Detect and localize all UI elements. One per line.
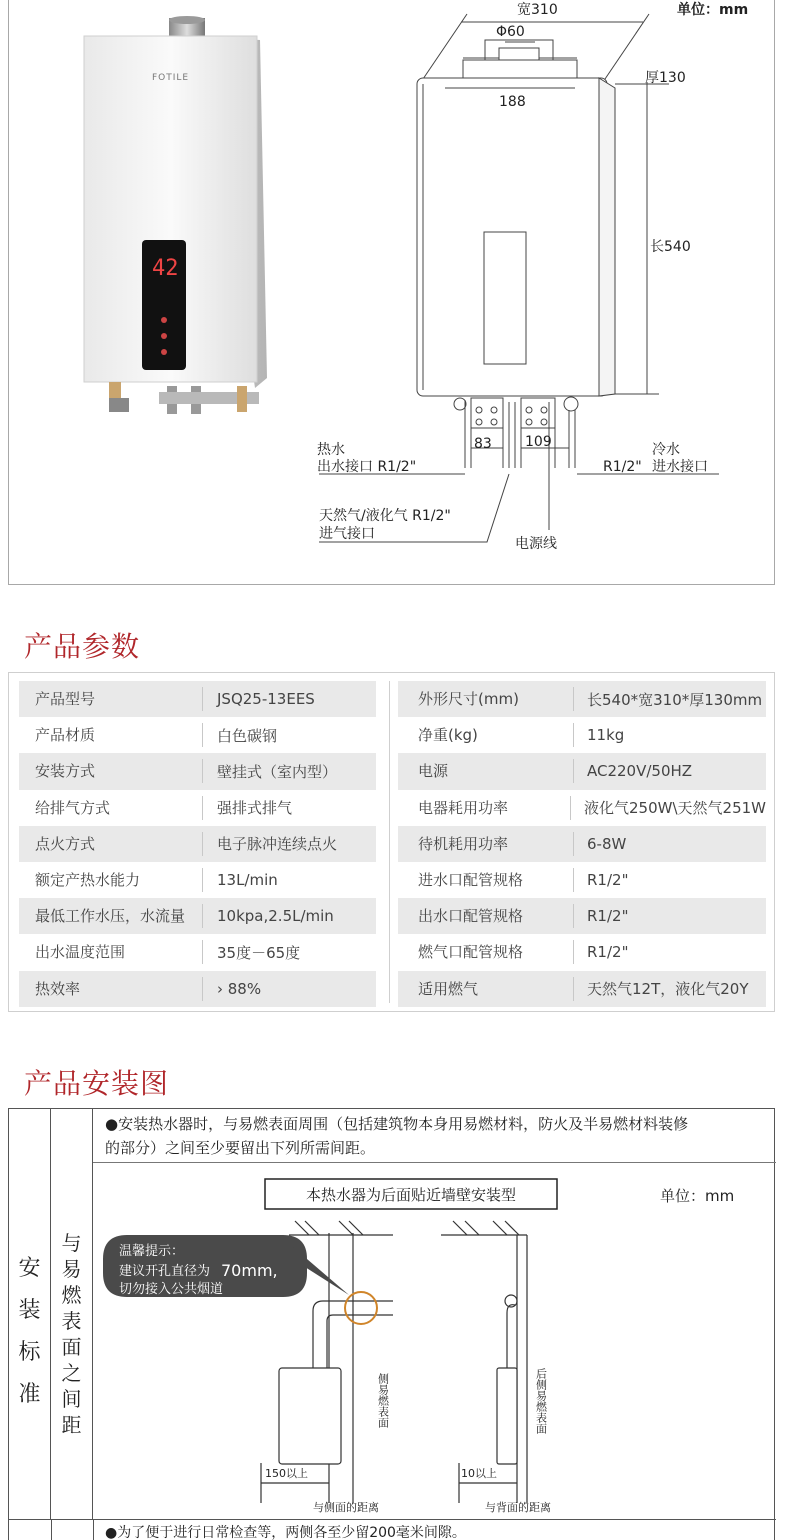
col1-char: 标 — [18, 1340, 41, 1365]
param-row — [398, 753, 766, 789]
thickness-label: 厚130 — [645, 70, 686, 86]
param-key: 热效率 — [19, 977, 203, 1001]
param-row — [398, 971, 766, 1007]
param-row — [19, 681, 376, 717]
param-value: 6-8W — [587, 834, 627, 853]
install-unit: 单位：mm — [660, 1187, 735, 1205]
param-row — [398, 717, 766, 753]
tip-line-1b: 70mm, — [221, 1261, 278, 1280]
param-key: 出水口配管规格 — [398, 904, 574, 928]
param-row — [398, 826, 766, 862]
param-row — [19, 971, 376, 1007]
param-value: 长540*宽310*厚130mm — [587, 690, 763, 709]
param-key: 净重(kg) — [398, 723, 574, 747]
col2-char: 表 — [61, 1309, 82, 1333]
param-key: 电器耗用功率 — [398, 796, 571, 820]
param-key: 给排气方式 — [19, 796, 203, 820]
params-table — [8, 672, 775, 1012]
param-row — [19, 826, 376, 862]
param-row — [19, 790, 376, 826]
install-standard-cell — [9, 1109, 51, 1519]
gas-label-1: 天然气/液化气 R1/2" — [319, 508, 451, 524]
param-key: 待机耗用功率 — [398, 832, 574, 856]
phi-label: Φ60 — [496, 24, 525, 40]
col2-char: 距 — [61, 1413, 82, 1437]
param-value: 强排式排气 — [217, 799, 293, 818]
tip-title: 温馨提示： — [119, 1244, 185, 1259]
param-key: 适用燃气 — [398, 977, 574, 1001]
pipe-span-label: 188 — [499, 94, 526, 110]
brand-logo: FOTILE — [152, 73, 190, 83]
cold-label-1: 冷水 — [652, 442, 680, 458]
param-key: 额定产热水能力 — [19, 868, 203, 892]
note-line-1: ●安装热水器时，与易燃表面周围（包括建筑物本身用易燃材料，防火及半易燃材料装修 — [105, 1115, 689, 1133]
param-value: AC220V/50HZ — [587, 762, 693, 781]
col2-char: 与 — [61, 1231, 82, 1255]
side-surface-label: 侧易燃表面 — [376, 1373, 390, 1428]
params-left-column — [19, 681, 376, 1007]
param-key: 进水口配管规格 — [398, 868, 574, 892]
install-title: 产品安装图 — [24, 1067, 170, 1100]
unit-label: 单位：mm — [677, 2, 749, 18]
param-value: R1/2" — [587, 907, 629, 926]
col2-char: 燃 — [61, 1283, 82, 1307]
param-key: 产品材质 — [19, 723, 203, 747]
param-row — [398, 862, 766, 898]
col2-char: 面 — [61, 1335, 82, 1359]
param-row — [398, 934, 766, 970]
param-row — [19, 898, 376, 934]
param-value: 壁挂式（室内型） — [217, 762, 338, 781]
hot-label-1: 热水 — [317, 442, 345, 458]
param-key: 产品型号 — [19, 687, 203, 711]
param-value: 10kpa,2.5L/min — [217, 907, 334, 926]
param-key: 外形尺寸(mm) — [398, 687, 574, 711]
note-2: ●为了便于进行日常检查等，两侧各至少留200毫米间隙。 — [105, 1525, 466, 1540]
param-row — [398, 790, 766, 826]
span-83: 83 — [474, 436, 492, 452]
param-key: 出水温度范围 — [19, 940, 203, 964]
param-value: R1/2" — [587, 871, 629, 890]
cold-r-label: R1/2" — [603, 459, 642, 475]
param-value: 11kg — [587, 726, 625, 745]
param-row — [19, 934, 376, 970]
install-table — [8, 1108, 775, 1540]
flammable-distance-cell — [51, 1109, 93, 1519]
hot-label-2: 出水接口 R1/2" — [317, 459, 417, 475]
param-value: 35度－65度 — [217, 943, 301, 962]
back-surface-label: 后侧易燃表面 — [534, 1368, 548, 1434]
product-diagram — [9, 0, 776, 585]
cap-side: 与侧面的距离 — [313, 1501, 379, 1514]
col1-char: 装 — [18, 1298, 41, 1323]
param-key: 点火方式 — [19, 832, 203, 856]
col1-char: 安 — [18, 1256, 41, 1281]
gas-label-2: 进气接口 — [319, 526, 375, 542]
param-value: 液化气250W\天然气251W — [584, 799, 766, 818]
back-clearance-drawing — [441, 1221, 527, 1503]
param-key: 安装方式 — [19, 759, 203, 783]
cap-back: 与背面的距离 — [485, 1501, 551, 1514]
box-title: 本热水器为后面贴近墙壁安装型 — [305, 1186, 517, 1204]
param-row — [398, 681, 766, 717]
param-row — [19, 753, 376, 789]
install-diagram — [93, 1163, 776, 1519]
note-line-2: 的部分）之间至少要留出下列所需间距。 — [105, 1139, 376, 1157]
dist-150: 150以上 — [265, 1467, 308, 1480]
heater-photo — [84, 16, 267, 414]
product-diagram-panel — [8, 0, 775, 585]
param-value: 天然气12T，液化气20Y — [587, 980, 749, 999]
param-key: 电源 — [398, 759, 574, 783]
param-value: 13L/min — [217, 871, 278, 890]
display-temp: 42 — [152, 256, 179, 281]
params-title: 产品参数 — [24, 630, 141, 663]
param-row — [19, 717, 376, 753]
power-label: 电源线 — [515, 536, 557, 552]
span-109: 109 — [525, 434, 552, 450]
length-label: 长540 — [650, 239, 691, 255]
param-value: JSQ25-13EES — [217, 690, 315, 709]
col2-char: 间 — [61, 1387, 82, 1411]
divider — [9, 1519, 776, 1520]
param-value: 电子脉冲连续点火 — [217, 835, 338, 854]
tip-line-1a: 建议开孔直径为 — [119, 1264, 211, 1279]
dist-10: 10以上 — [461, 1467, 497, 1480]
param-key: 最低工作水压，水流量 — [19, 904, 203, 928]
param-value: R1/2" — [587, 943, 629, 962]
param-row — [398, 898, 766, 934]
param-key: 燃气口配管规格 — [398, 940, 574, 964]
cold-label-2: 进水接口 — [652, 459, 708, 475]
col1-char: 准 — [18, 1382, 41, 1407]
width-label: 宽310 — [517, 2, 558, 18]
param-row — [19, 862, 376, 898]
params-right-column — [389, 681, 766, 1003]
tip-line-2: 切勿接入公共烟道 — [119, 1282, 224, 1297]
param-value: 白色碳钢 — [217, 726, 278, 745]
col2-char: 之 — [61, 1361, 82, 1385]
col2-char: 易 — [61, 1257, 82, 1281]
param-value: › 88% — [217, 979, 262, 998]
